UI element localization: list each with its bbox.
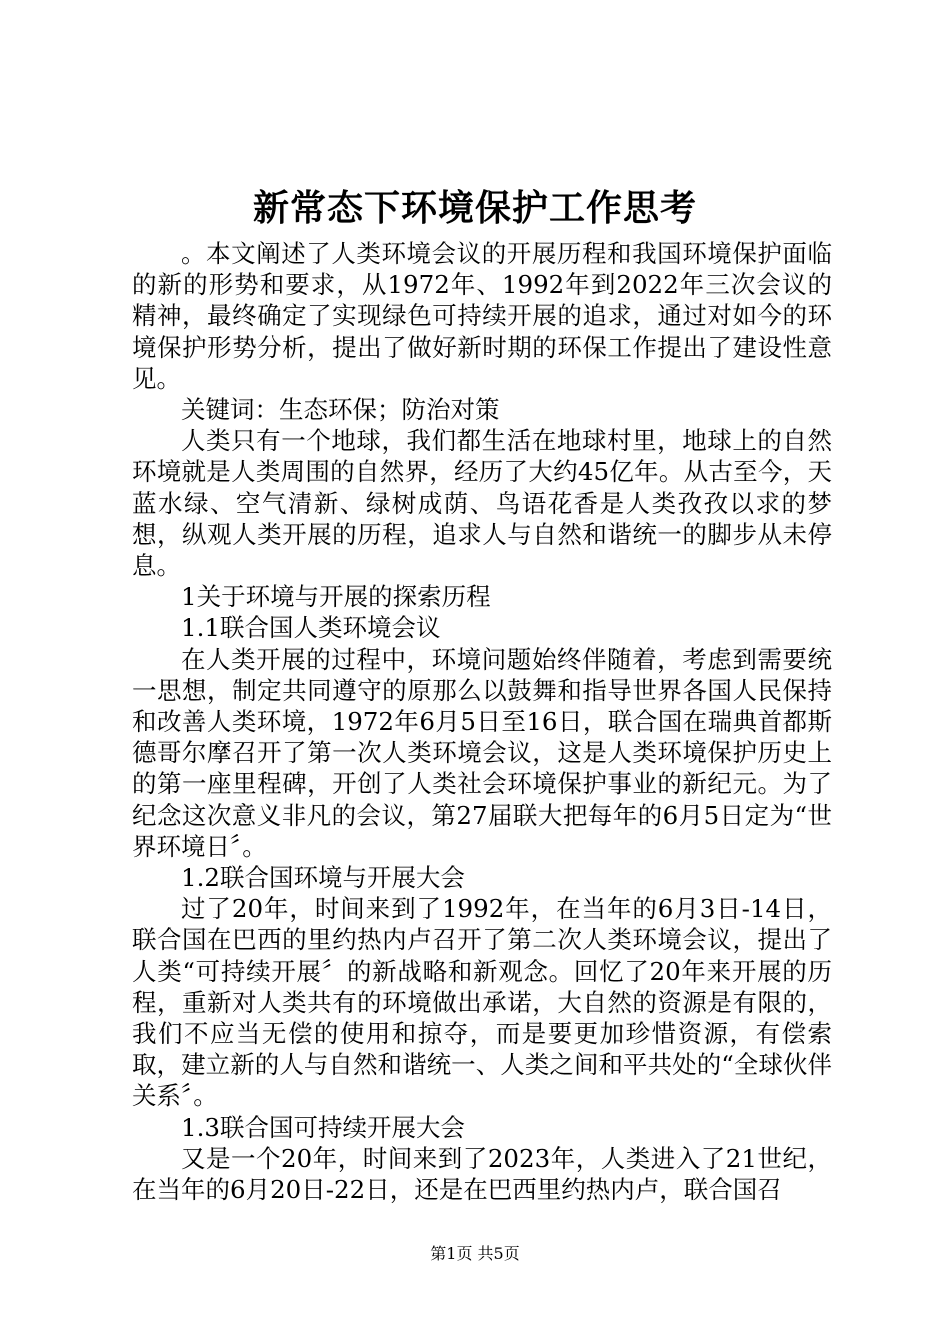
section-heading-1: 1关于环境与开展的探索历程 (181, 582, 491, 612)
subsection-heading-1-2: 1.2联合国环境与开展大会 (181, 863, 465, 893)
body-paragraph-1-1: 在人类开展的过程中，环境问题始终伴随着，考虑到需要统一思想，制定共同遵守的原那么以鼓舞和指导世界各国人民保持和改善人类环境，1972年6月5日至16日，联合国在瑞典首都斯德哥尔摩召开了第一次人类环境会议，这是人类环境保护历史上的第一座里程碑，开创了人类社会环境保护事业的新纪元。为了纪念这次意义非凡的会议，第27届联大把每年的6月5日定为“世界环境日〞。 (132, 644, 832, 861)
page-footer: 第1页 共5页 (430, 1244, 520, 1263)
document-body (132, 238, 832, 1205)
subsection-heading-1-1: 1.1联合国人类环境会议 (181, 613, 441, 643)
intro-paragraph: 人类只有一个地球，我们都生活在地球村里，地球上的自然环境就是人类周围的自然界，经历了大约45亿年。从古至今，天蓝水绿、空气清新、绿树成荫、鸟语花香是人类孜孜以求的梦想，纵观人类开展的历程，追求人与自然和谐统一的脚步从未停息。 (132, 426, 832, 581)
keywords-paragraph: 关键词：生态环保；防治对策 (181, 395, 500, 425)
document-title: 新常态下环境保护工作思考 (252, 187, 697, 229)
body-paragraph-1-3: 又是一个20年，时间来到了2023年，人类进入了21世纪，在当年的6月20日-22日，还是在巴西里约热内卢，联合国召 (132, 1143, 832, 1205)
subsection-heading-1-3: 1.3联合国可持续开展大会 (181, 1112, 465, 1142)
abstract-paragraph: 。本文阐述了人类环境会议的开展历程和我国环境保护面临的新的形势和要求，从1972年、1992年到2022年三次会议的精神，最终确定了实现绿色可持续开展的追求，通过对如今的环境保护形势分析，提出了做好新时期的环保工作提出了建设性意见。 (132, 239, 832, 393)
body-paragraph-1-2: 过了20年，时间来到了1992年，在当年的6月3日-14日，联合国在巴西的里约热内卢召开了第二次人类环境会议，提出了人类“可持续开展〞的新战略和新观念。回忆了20年来开展的历程，重新对人类共有的环境做出承诺，大自然的资源是有限的，我们不应当无偿的使用和掠夺，而是要更加珍惜资源，有偿索取，建立新的人与自然和谐统一、人类之间和平共处的“全球伙伴关系〞。 (132, 894, 832, 1111)
